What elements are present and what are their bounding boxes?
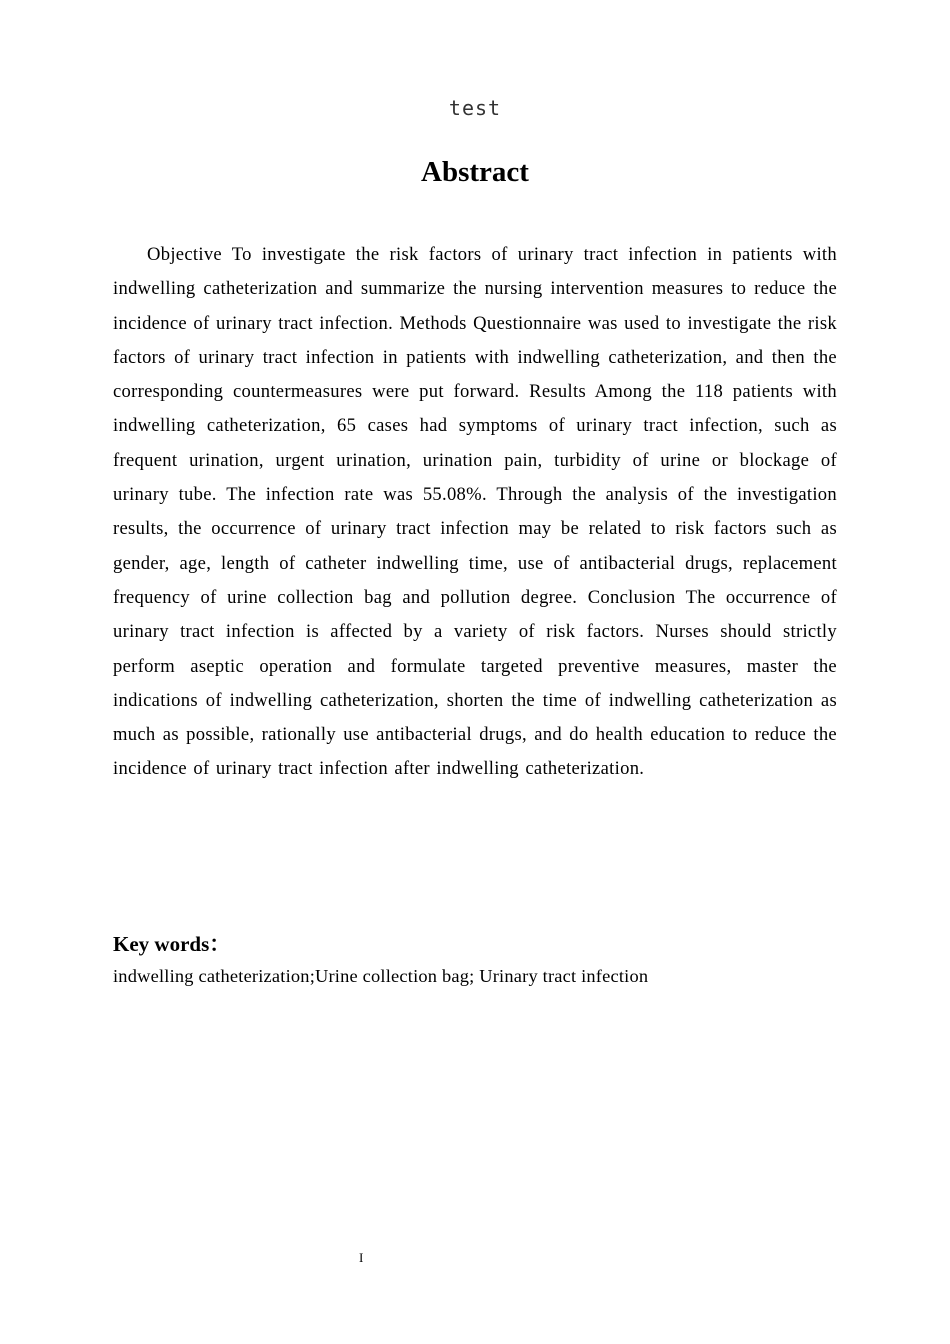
running-header: test: [448, 96, 502, 120]
keywords-list: indwelling catheterization;Urine collection bag; Urinary tract infection: [113, 966, 649, 986]
abstract-title: Abstract: [421, 156, 529, 188]
page-number: I: [359, 1250, 364, 1265]
abstract-body: Objective To investigate the risk factors of urinary tract infection in patients with indwelling catheterization and summarize the nursing intervention measures to reduce the incidence of urinary tract infection. Methods Questionnaire was used to investigate the risk factors of urinary tract infection in patients with indwelling catheterization, and then the corresponding countermeasures were put forward. Results Among the 118 patients with indwelling catheterization, 65 cases had symptoms of urinary tract infection, such as frequent urination, urgent urination, urination pain, turbidity of urine or blockage of urinary tube. The infection rate was 55.08%. Through the analysis of the investigation results, the occurrence of urinary tract infection may be related to risk factors such as gender, age, length of catheter indwelling time, use of antibacterial drugs, replacement frequency of urine collection bag and pollution degree. Conclusion The occurrence of urinary tract infection is affected by a variety of risk factors. Nurses should strictly perform aseptic operation and formulate targeted preventive measures, master the indications of indwelling catheterization, shorten the time of indwelling catheterization as much as possible, rationally use antibacterial drugs, and do health education to reduce the incidence of urinary tract infection after indwelling catheterization.: [113, 244, 837, 780]
keywords-heading: Key words：: [113, 932, 231, 956]
